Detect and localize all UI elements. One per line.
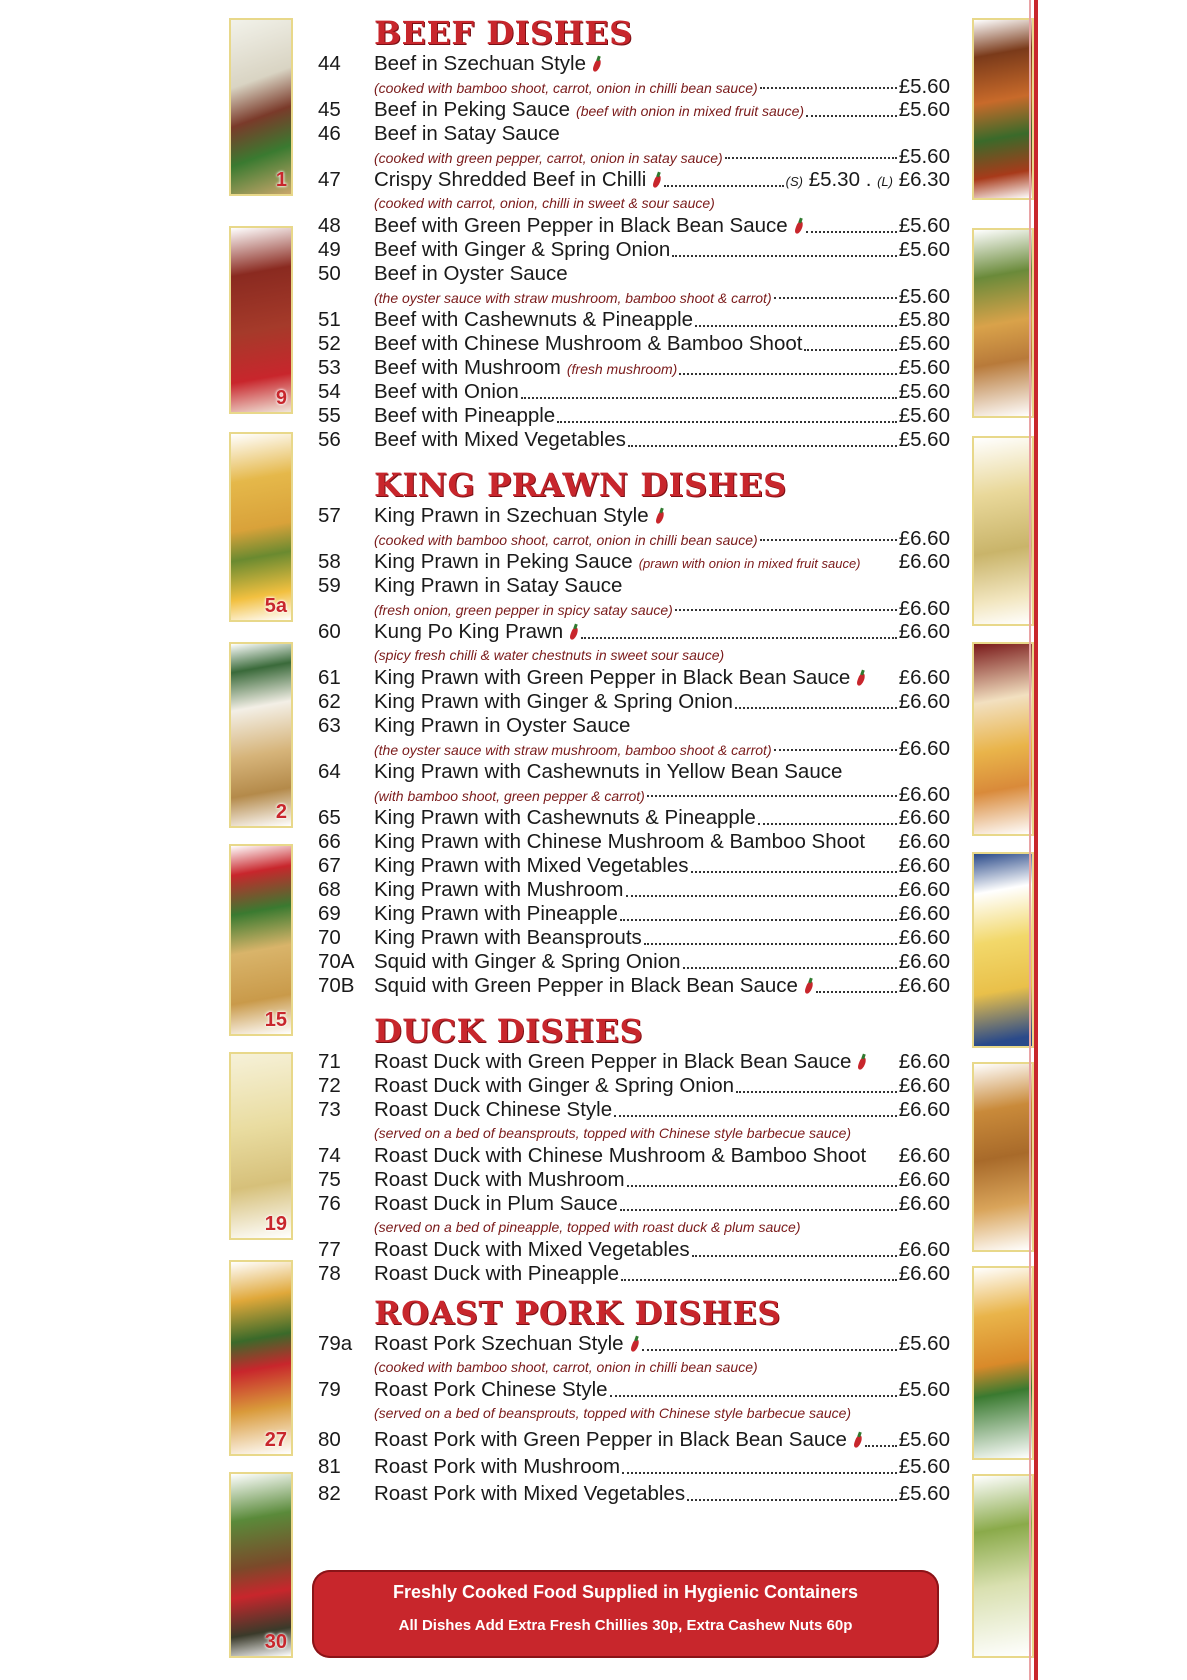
item-price: £6.60 — [898, 830, 950, 853]
menu-item — [310, 1238, 950, 1262]
chilli-icon — [853, 1432, 863, 1448]
item-number: 62 — [318, 690, 341, 713]
food-photo — [229, 432, 293, 622]
item-number: 66 — [318, 830, 341, 853]
chilli-icon — [630, 1336, 640, 1352]
item-price: £5.60 — [898, 1482, 950, 1505]
item-number: 50 — [318, 262, 341, 285]
photo-number: 30 — [264, 1631, 287, 1653]
item-description-row — [310, 1356, 950, 1378]
menu-item — [310, 902, 950, 926]
menu-item — [310, 1192, 950, 1216]
photo-number: 27 — [264, 1429, 287, 1451]
item-note: (prawn with onion in mixed fruit sauce) — [638, 556, 861, 571]
item-number: 44 — [318, 52, 341, 75]
item-description: (spicy fresh chilli & water chestnuts in sweet sour sauce) — [374, 647, 725, 663]
item-name: Squid with Ginger & Spring Onion — [374, 950, 681, 973]
item-price: £5.60 — [898, 404, 950, 427]
item-description: (fresh onion, green pepper in spicy satay sauce) — [374, 602, 673, 618]
menu-item — [310, 760, 950, 784]
leader-dots — [626, 895, 897, 897]
menu-item — [310, 574, 950, 598]
item-number: 70B — [318, 974, 355, 997]
item-name: Kung Po King Prawn — [374, 620, 564, 643]
item-name: King Prawn with Cashewnuts & Pineapple — [374, 806, 756, 829]
item-price: £5.60 — [898, 238, 950, 261]
item-number: 56 — [318, 428, 341, 451]
item-name: Roast Duck with Green Pepper in Black Bean Sauce — [374, 1050, 852, 1073]
chilli-icon — [652, 172, 662, 188]
menu-item — [310, 666, 950, 690]
item-number: 60 — [318, 620, 341, 643]
menu-item — [310, 950, 950, 974]
leader-dots — [725, 157, 897, 159]
item-description: (cooked with carrot, onion, chilli in sweet & sour sauce) — [374, 195, 715, 211]
item-name: Beef with Mixed Vegetables — [374, 428, 626, 451]
menu-item — [310, 98, 950, 122]
item-description: (served on a bed of pineapple, topped with roast duck & plum sauce) — [374, 1219, 801, 1235]
menu-item — [310, 356, 950, 380]
chilli-icon — [592, 56, 602, 72]
leader-dots — [695, 325, 897, 327]
leader-dots — [621, 1279, 897, 1281]
item-number: 48 — [318, 214, 341, 237]
item-price: £5.30 — [808, 168, 860, 191]
item-description-row — [310, 1216, 950, 1238]
food-photo — [972, 1062, 1034, 1252]
menu-item — [310, 806, 950, 830]
item-name: Beef with Pineapple — [374, 404, 556, 427]
item-price: £6.60 — [898, 527, 950, 550]
item-number: 69 — [318, 902, 341, 925]
item-price: £5.60 — [898, 1378, 950, 1401]
item-description-row — [310, 598, 950, 620]
item-name: Beef with Ginger & Spring Onion — [374, 238, 671, 261]
menu-item — [310, 1168, 950, 1192]
leader-dots — [664, 185, 783, 187]
item-size-prices: (S) £5.30 . (L) £6.30 — [785, 168, 950, 191]
item-price: £5.60 — [898, 214, 950, 237]
section-title: ROAST PORK DISHES — [374, 1294, 781, 1332]
menu-item — [310, 1262, 950, 1286]
item-description-row — [310, 76, 950, 98]
menu-item — [310, 52, 950, 76]
item-price: £5.60 — [898, 1455, 950, 1478]
item-name: Beef with Green Pepper in Black Bean Sauce — [374, 214, 788, 237]
item-number: 77 — [318, 1238, 341, 1261]
item-price: £5.60 — [898, 380, 950, 403]
item-price: £6.60 — [898, 1262, 950, 1285]
item-name: Roast Duck Chinese Style — [374, 1098, 613, 1121]
section-title: BEEF DISHES — [374, 14, 633, 52]
food-photo — [229, 1260, 293, 1456]
leader-dots — [774, 297, 897, 299]
item-number: 49 — [318, 238, 341, 261]
menu-item — [310, 1482, 950, 1506]
section-title: KING PRAWN DISHES — [374, 466, 787, 504]
item-name: King Prawn with Ginger & Spring Onion — [374, 690, 733, 713]
item-number: 63 — [318, 714, 341, 737]
item-description: (served on a bed of beansprouts, topped with Chinese style barbecue sauce) — [374, 1405, 852, 1421]
section-title: DUCK DISHES — [374, 1012, 644, 1050]
photo-number: 9 — [275, 387, 287, 409]
item-note: (beef with onion in mixed fruit sauce) — [576, 103, 805, 119]
photo-number: 1 — [275, 169, 287, 191]
leader-dots — [620, 1209, 897, 1211]
menu-item — [310, 214, 950, 238]
item-description: (served on a bed of beansprouts, topped with Chinese style barbecue sauce) — [374, 1125, 852, 1141]
item-name: Crispy Shredded Beef in Chilli — [374, 168, 647, 191]
item-price: £5.60 — [898, 145, 950, 168]
item-price: £6.60 — [898, 737, 950, 760]
leader-dots — [672, 255, 896, 257]
leader-dots — [644, 943, 897, 945]
item-note: (fresh mushroom) — [566, 361, 678, 377]
food-photo — [972, 1474, 1034, 1658]
leader-dots — [622, 1472, 897, 1474]
item-price: £6.60 — [898, 1192, 950, 1215]
food-photo — [229, 642, 293, 828]
chilli-icon — [569, 624, 579, 640]
leader-dots — [628, 445, 897, 447]
item-number: 75 — [318, 1168, 341, 1191]
menu-item — [310, 1455, 950, 1479]
item-price: £5.60 — [898, 1332, 950, 1355]
item-name: King Prawn with Cashewnuts in Yellow Bean Sauce — [374, 760, 843, 783]
menu-item — [310, 308, 950, 332]
item-number: 71 — [318, 1050, 341, 1073]
banner-line-1: Freshly Cooked Food Supplied in Hygienic Containers — [392, 1582, 859, 1602]
leader-dots — [816, 991, 897, 993]
item-price: £6.60 — [898, 783, 950, 806]
leader-dots — [557, 421, 896, 423]
leader-dots — [687, 1499, 897, 1501]
item-name: King Prawn with Chinese Mushroom & Bamboo Shoot — [374, 830, 866, 853]
item-number: 55 — [318, 404, 341, 427]
menu-item — [310, 1050, 950, 1074]
item-number: 74 — [318, 1144, 341, 1167]
item-name: Beef in Satay Sauce — [374, 122, 560, 145]
food-photo — [972, 228, 1034, 418]
menu-item — [310, 262, 950, 286]
food-photo — [972, 1266, 1034, 1460]
item-price: £6.60 — [898, 854, 950, 877]
item-price: £6.60 — [898, 1144, 950, 1167]
item-description-row — [310, 644, 950, 666]
leader-dots — [627, 1185, 897, 1187]
photo-number: 2 — [275, 801, 287, 823]
item-name: Beef with Chinese Mushroom & Bamboo Shoot — [374, 332, 803, 355]
leader-dots — [736, 1091, 897, 1093]
food-photo — [972, 642, 1034, 836]
item-name: King Prawn with Beansprouts — [374, 926, 642, 949]
chilli-icon — [655, 508, 665, 524]
item-number: 78 — [318, 1262, 341, 1285]
menu-item — [310, 332, 950, 356]
item-name: Roast Duck with Mushroom — [374, 1168, 625, 1191]
food-photo — [229, 18, 293, 196]
item-number: 59 — [318, 574, 341, 597]
item-name: Roast Duck in Plum Sauce — [374, 1192, 618, 1215]
menu-item — [310, 854, 950, 878]
menu-item — [310, 926, 950, 950]
item-number: 80 — [318, 1428, 341, 1451]
menu-item — [310, 830, 950, 854]
leader-dots — [774, 749, 897, 751]
photo-number: 15 — [264, 1009, 287, 1031]
item-description-row — [310, 146, 950, 168]
item-number: 52 — [318, 332, 341, 355]
item-number: 57 — [318, 504, 341, 527]
page-edge-rule — [1034, 0, 1038, 1680]
menu-item — [310, 404, 950, 428]
banner-line-2: All Dishes Add Extra Fresh Chillies 30p, Extra Cashew Nuts 60p — [398, 1617, 853, 1634]
item-name: Roast Pork with Mixed Vegetables — [374, 1482, 686, 1505]
item-price: £6.60 — [898, 690, 950, 713]
item-name: Roast Duck with Pineapple — [374, 1262, 619, 1285]
item-description-row — [310, 286, 950, 308]
item-number: 81 — [318, 1455, 341, 1478]
food-photo — [229, 1052, 293, 1240]
menu-item — [310, 1074, 950, 1098]
leader-dots — [610, 1395, 897, 1397]
item-number: 76 — [318, 1192, 341, 1215]
item-description: (cooked with bamboo shoot, carrot, onion in chilli bean sauce) — [374, 80, 758, 96]
menu-item — [310, 690, 950, 714]
item-name: King Prawn with Mixed Vegetables — [374, 854, 689, 877]
leader-dots — [614, 1115, 897, 1117]
leader-dots — [647, 795, 897, 797]
item-number: 82 — [318, 1482, 341, 1505]
item-description-row — [310, 192, 950, 214]
item-price: £6.30 — [898, 168, 950, 191]
menu-item — [310, 1332, 950, 1356]
chilli-icon — [856, 670, 866, 686]
item-number: 68 — [318, 878, 341, 901]
leader-dots — [865, 1445, 897, 1447]
item-price: £5.80 — [898, 308, 950, 331]
leader-dots — [806, 231, 897, 233]
leader-dots — [691, 871, 897, 873]
menu-item — [310, 620, 950, 644]
item-name: King Prawn in Szechuan Style — [374, 504, 649, 527]
item-price: £6.60 — [898, 597, 950, 620]
chilli-icon — [857, 1054, 867, 1070]
item-number: 65 — [318, 806, 341, 829]
food-photo — [229, 844, 293, 1036]
item-price: £6.60 — [898, 1098, 950, 1121]
item-price: £6.60 — [898, 1168, 950, 1191]
item-price: £5.60 — [898, 428, 950, 451]
item-description: (the oyster sauce with straw mushroom, bamboo shoot & carrot) — [374, 290, 772, 306]
item-description-row — [310, 528, 950, 550]
item-name: Roast Pork Szechuan Style — [374, 1332, 624, 1355]
item-description: (cooked with bamboo shoot, carrot, onion in chilli bean sauce) — [374, 532, 758, 548]
item-price: £6.60 — [898, 666, 950, 689]
left-photo-strip — [229, 18, 293, 1658]
item-name: Roast Duck with Chinese Mushroom & Bamboo Shoot — [374, 1144, 867, 1167]
leader-dots — [804, 349, 896, 351]
item-number: 67 — [318, 854, 341, 877]
item-name: King Prawn in Satay Sauce — [374, 574, 623, 597]
chilli-icon — [794, 218, 804, 234]
leader-dots — [581, 637, 897, 639]
menu-item — [310, 974, 950, 998]
item-description: (cooked with bamboo shoot, carrot, onion in chilli bean sauce) — [374, 1359, 758, 1375]
item-name: Beef in Szechuan Style — [374, 52, 586, 75]
food-photo — [972, 436, 1034, 626]
item-price: £6.60 — [898, 1238, 950, 1261]
item-description: (the oyster sauce with straw mushroom, bamboo shoot & carrot) — [374, 742, 772, 758]
leader-dots — [735, 707, 897, 709]
item-price: £6.60 — [898, 902, 950, 925]
item-number: 61 — [318, 666, 341, 689]
item-price: £5.60 — [898, 98, 950, 121]
item-price: £6.60 — [898, 1074, 950, 1097]
menu-item — [310, 168, 950, 192]
item-price: £6.60 — [898, 878, 950, 901]
size-label: (L) — [877, 174, 893, 189]
menu-item — [310, 428, 950, 452]
menu-item — [310, 550, 950, 574]
photo-number: 5a — [264, 595, 287, 617]
item-description: (with bamboo shoot, green pepper & carrot) — [374, 788, 645, 804]
item-name: Roast Pork Chinese Style — [374, 1378, 608, 1401]
leader-dots — [679, 373, 896, 375]
leader-dots — [521, 397, 897, 399]
item-name: King Prawn in Peking Sauce — [374, 550, 633, 573]
item-name: Roast Duck with Mixed Vegetables — [374, 1238, 690, 1261]
item-number: 70A — [318, 950, 355, 973]
food-photo — [972, 18, 1034, 200]
info-banner — [312, 1570, 939, 1658]
item-price: £6.60 — [898, 926, 950, 949]
item-name: Beef with Mushroom — [374, 356, 561, 379]
item-price: £6.60 — [898, 1050, 950, 1073]
photo-number: 19 — [264, 1213, 287, 1235]
leader-dots — [758, 823, 897, 825]
item-description-row — [310, 1402, 950, 1424]
leader-dots — [675, 609, 897, 611]
item-price: £6.60 — [898, 950, 950, 973]
item-name: Squid with Green Pepper in Black Bean Sauce — [374, 974, 798, 997]
menu-item — [310, 1144, 950, 1168]
item-price: £5.60 — [898, 75, 950, 98]
leader-dots — [683, 967, 897, 969]
food-photo — [229, 1472, 293, 1658]
item-description-row — [310, 738, 950, 760]
menu-item — [310, 504, 950, 528]
item-name: Beef with Cashewnuts & Pineapple — [374, 308, 694, 331]
right-photo-strip — [972, 18, 1034, 1658]
item-name: Roast Pork with Green Pepper in Black Bean Sauce — [374, 1428, 847, 1451]
size-label: (S) — [785, 174, 803, 189]
menu-item — [310, 1378, 950, 1402]
item-number: 45 — [318, 98, 341, 121]
chilli-icon — [804, 978, 814, 994]
leader-dots — [692, 1255, 897, 1257]
item-number: 53 — [318, 356, 341, 379]
item-number: 72 — [318, 1074, 341, 1097]
item-name: King Prawn with Mushroom — [374, 878, 624, 901]
item-description: (cooked with green pepper, carrot, onion in satay sauce) — [374, 150, 723, 166]
item-price: £6.60 — [898, 620, 950, 643]
item-name: Roast Duck with Ginger & Spring Onion — [374, 1074, 735, 1097]
item-name: Beef in Oyster Sauce — [374, 262, 568, 285]
item-number: 79a — [318, 1332, 353, 1355]
item-number: 47 — [318, 168, 341, 191]
menu-item — [310, 878, 950, 902]
menu-item — [310, 1428, 950, 1452]
item-name: Beef with Onion — [374, 380, 519, 403]
item-name: Beef in Peking Sauce — [374, 98, 571, 121]
leader-dots — [760, 87, 897, 89]
item-number: 73 — [318, 1098, 341, 1121]
food-photo — [972, 852, 1034, 1048]
food-photo — [229, 226, 293, 414]
page-edge-rule — [1029, 0, 1031, 1680]
item-price: £6.60 — [898, 974, 950, 997]
item-number: 46 — [318, 122, 341, 145]
leader-dots — [806, 115, 897, 117]
item-number: 64 — [318, 760, 341, 783]
leader-dots — [642, 1349, 897, 1351]
leader-dots — [760, 539, 897, 541]
item-description-row — [310, 1122, 950, 1144]
item-number: 70 — [318, 926, 341, 949]
item-number: 54 — [318, 380, 341, 403]
item-number: 58 — [318, 550, 341, 573]
item-price: £6.60 — [898, 806, 950, 829]
item-price: £5.60 — [898, 1428, 950, 1451]
menu-item — [310, 1098, 950, 1122]
item-price: £5.60 — [898, 285, 950, 308]
item-price: £6.60 — [898, 550, 950, 573]
menu-item — [310, 714, 950, 738]
item-name: King Prawn in Oyster Sauce — [374, 714, 631, 737]
item-name: Roast Pork with Mushroom — [374, 1455, 621, 1478]
menu-list — [310, 14, 950, 1506]
item-name: King Prawn with Green Pepper in Black Bean Sauce — [374, 666, 851, 689]
leader-dots — [620, 919, 897, 921]
item-number: 79 — [318, 1378, 341, 1401]
item-name: King Prawn with Pineapple — [374, 902, 618, 925]
item-price: £5.60 — [898, 356, 950, 379]
menu-item — [310, 238, 950, 262]
menu-item — [310, 122, 950, 146]
item-price: £5.60 — [898, 332, 950, 355]
item-number: 51 — [318, 308, 341, 331]
item-description-row — [310, 784, 950, 806]
menu-item — [310, 380, 950, 404]
